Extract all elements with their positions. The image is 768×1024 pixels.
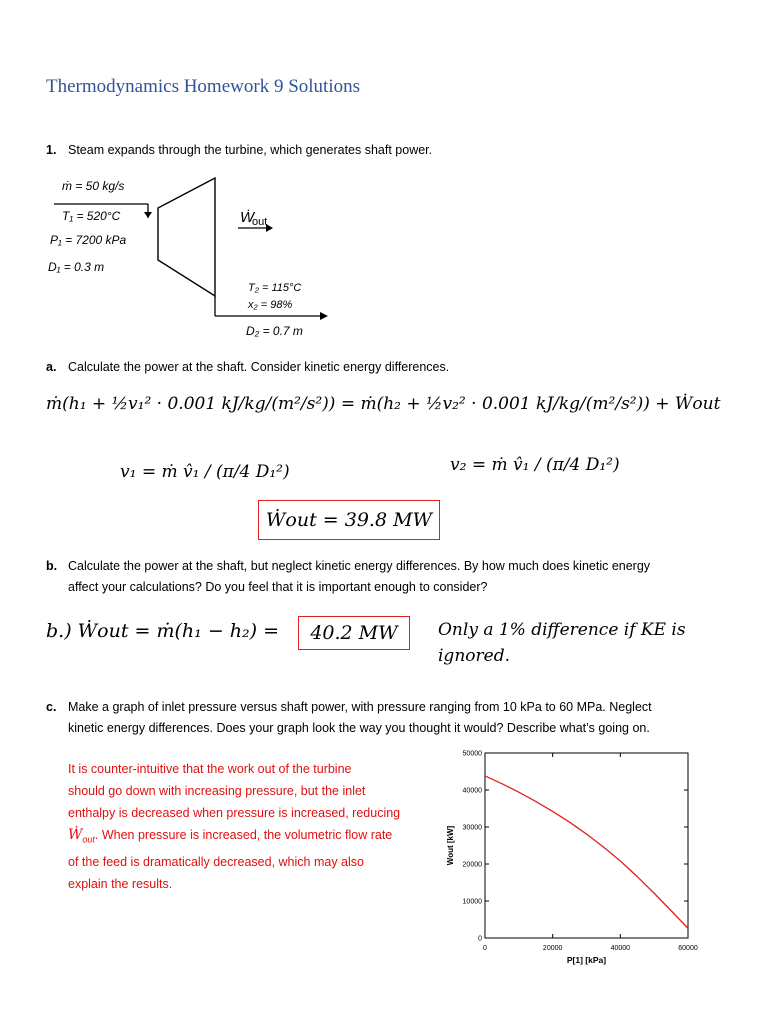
series-line-wout xyxy=(485,776,688,928)
outlet-quality-label: x₂ = 98% xyxy=(248,299,293,311)
y-tick-label: 10000 xyxy=(462,898,482,906)
problem-number: 1. xyxy=(46,143,57,157)
y-tick-label: 50000 xyxy=(462,750,482,758)
part-b-text-line1: Calculate the power at the shaft, but neglect kinetic energy differences. By how much does kinetic energy xyxy=(68,559,651,573)
explanation-line-6: explain the results. xyxy=(68,876,173,891)
problem-text: Steam expands through the turbine, which generates shaft power. xyxy=(68,143,433,157)
x-axis-label: P[1] [kPa] xyxy=(566,955,607,965)
inlet-diameter-label: D₁ = 0.3 m xyxy=(48,260,105,274)
explanation-line-5: of the feed is dramatically decreased, which may also xyxy=(68,854,364,869)
page-title: Thermodynamics Homework 9 Solutions xyxy=(46,76,360,97)
part-c-label: c. xyxy=(46,700,57,714)
inlet-arrow xyxy=(144,212,152,218)
wout-symbol: Ẇ xyxy=(240,209,255,226)
part-b-note-line2: ignored. xyxy=(438,646,510,666)
turbine-body xyxy=(158,178,215,296)
part-c-text-line1: Make a graph of inlet pressure versus shaft power, with pressure ranging from 10 kPa to 60 MPa. Neglect xyxy=(68,700,652,714)
part-a-text: Calculate the power at the shaft. Consider kinetic energy differences. xyxy=(68,360,450,374)
plot-frame xyxy=(485,753,688,938)
v2-equation: v₂ = ṁ v̂₁ / (π/4 D₁²) xyxy=(450,455,620,475)
part-a-answer: Ẇout = 39.8 MW xyxy=(258,500,440,540)
explanation-line-2: should go down with increasing pressure, but the inlet xyxy=(68,784,366,798)
part-a xyxy=(46,357,450,378)
y-tick-label: 20000 xyxy=(462,861,482,869)
part-c-text-line2: kinetic energy differences. Does your graph look the way you thought it would? Describe what’s going on. xyxy=(68,721,650,735)
explanation-line-4-text: . When pressure is increased, the volumetric flow rate xyxy=(94,828,393,842)
y-axis-label: Wout [kW] xyxy=(446,825,455,866)
x-tick-label: 40000 xyxy=(610,945,631,952)
part-b-equation: b.) Ẇout = ṁ(h₁ − h₂) = xyxy=(46,620,280,642)
part-b-label: b. xyxy=(46,559,58,573)
inlet-temperature-label: T₁ = 520°C xyxy=(62,209,121,223)
pressure-power-chart xyxy=(435,745,705,970)
part-c-explanation xyxy=(68,758,448,895)
part-b xyxy=(46,556,651,594)
outlet-diameter-label: D₂ = 0.7 m xyxy=(246,324,303,338)
wout-sub: out xyxy=(252,216,268,228)
y-tick-label: 30000 xyxy=(462,824,482,832)
explanation-line-3: enthalpy is decreased when pressure is increased, reducing xyxy=(68,806,401,820)
part-c xyxy=(46,697,652,735)
v1-equation: v₁ = ṁ v̂₁ / (π/4 D₁²) xyxy=(120,462,290,482)
part-b-text-line2: affect your calculations? Do you feel that it is important enough to consider? xyxy=(68,580,488,594)
turbine-diagram xyxy=(40,168,340,343)
part-b-note-line1: Only a 1% difference if KE is xyxy=(438,620,686,640)
outlet-temperature-label: T₂ = 115°C xyxy=(248,282,302,294)
outlet-arrow xyxy=(320,312,328,320)
mass-flow-label: ṁ = 50 kg/s xyxy=(62,179,125,193)
problem-1 xyxy=(46,140,433,161)
x-tick-label: 60000 xyxy=(678,945,698,952)
y-tick-label: 40000 xyxy=(462,787,482,795)
energy-balance-equation: ṁ(h₁ + ½v₁² · 0.001 kJ/kg/(m²/s²)) = ṁ(h₂ + ½v₂² · 0.001 kJ/kg/(m²/s²)) + Ẇout xyxy=(46,394,721,414)
explanation-line-1: It is counter-intuitive that the work out of the turbine xyxy=(68,762,352,776)
explanation-line-4 xyxy=(68,824,448,851)
explanation-wout-sub: out xyxy=(82,834,95,845)
y-tick-label: 0 xyxy=(478,935,482,943)
x-tick-label: 0 xyxy=(483,945,487,952)
inlet-pressure-label: P₁ = 7200 kPa xyxy=(50,233,127,247)
x-tick-label: 20000 xyxy=(542,945,563,952)
part-a-label: a. xyxy=(46,360,57,374)
part-b-answer: 40.2 MW xyxy=(298,616,410,650)
explanation-wout-symbol: Ẇ xyxy=(68,827,83,843)
